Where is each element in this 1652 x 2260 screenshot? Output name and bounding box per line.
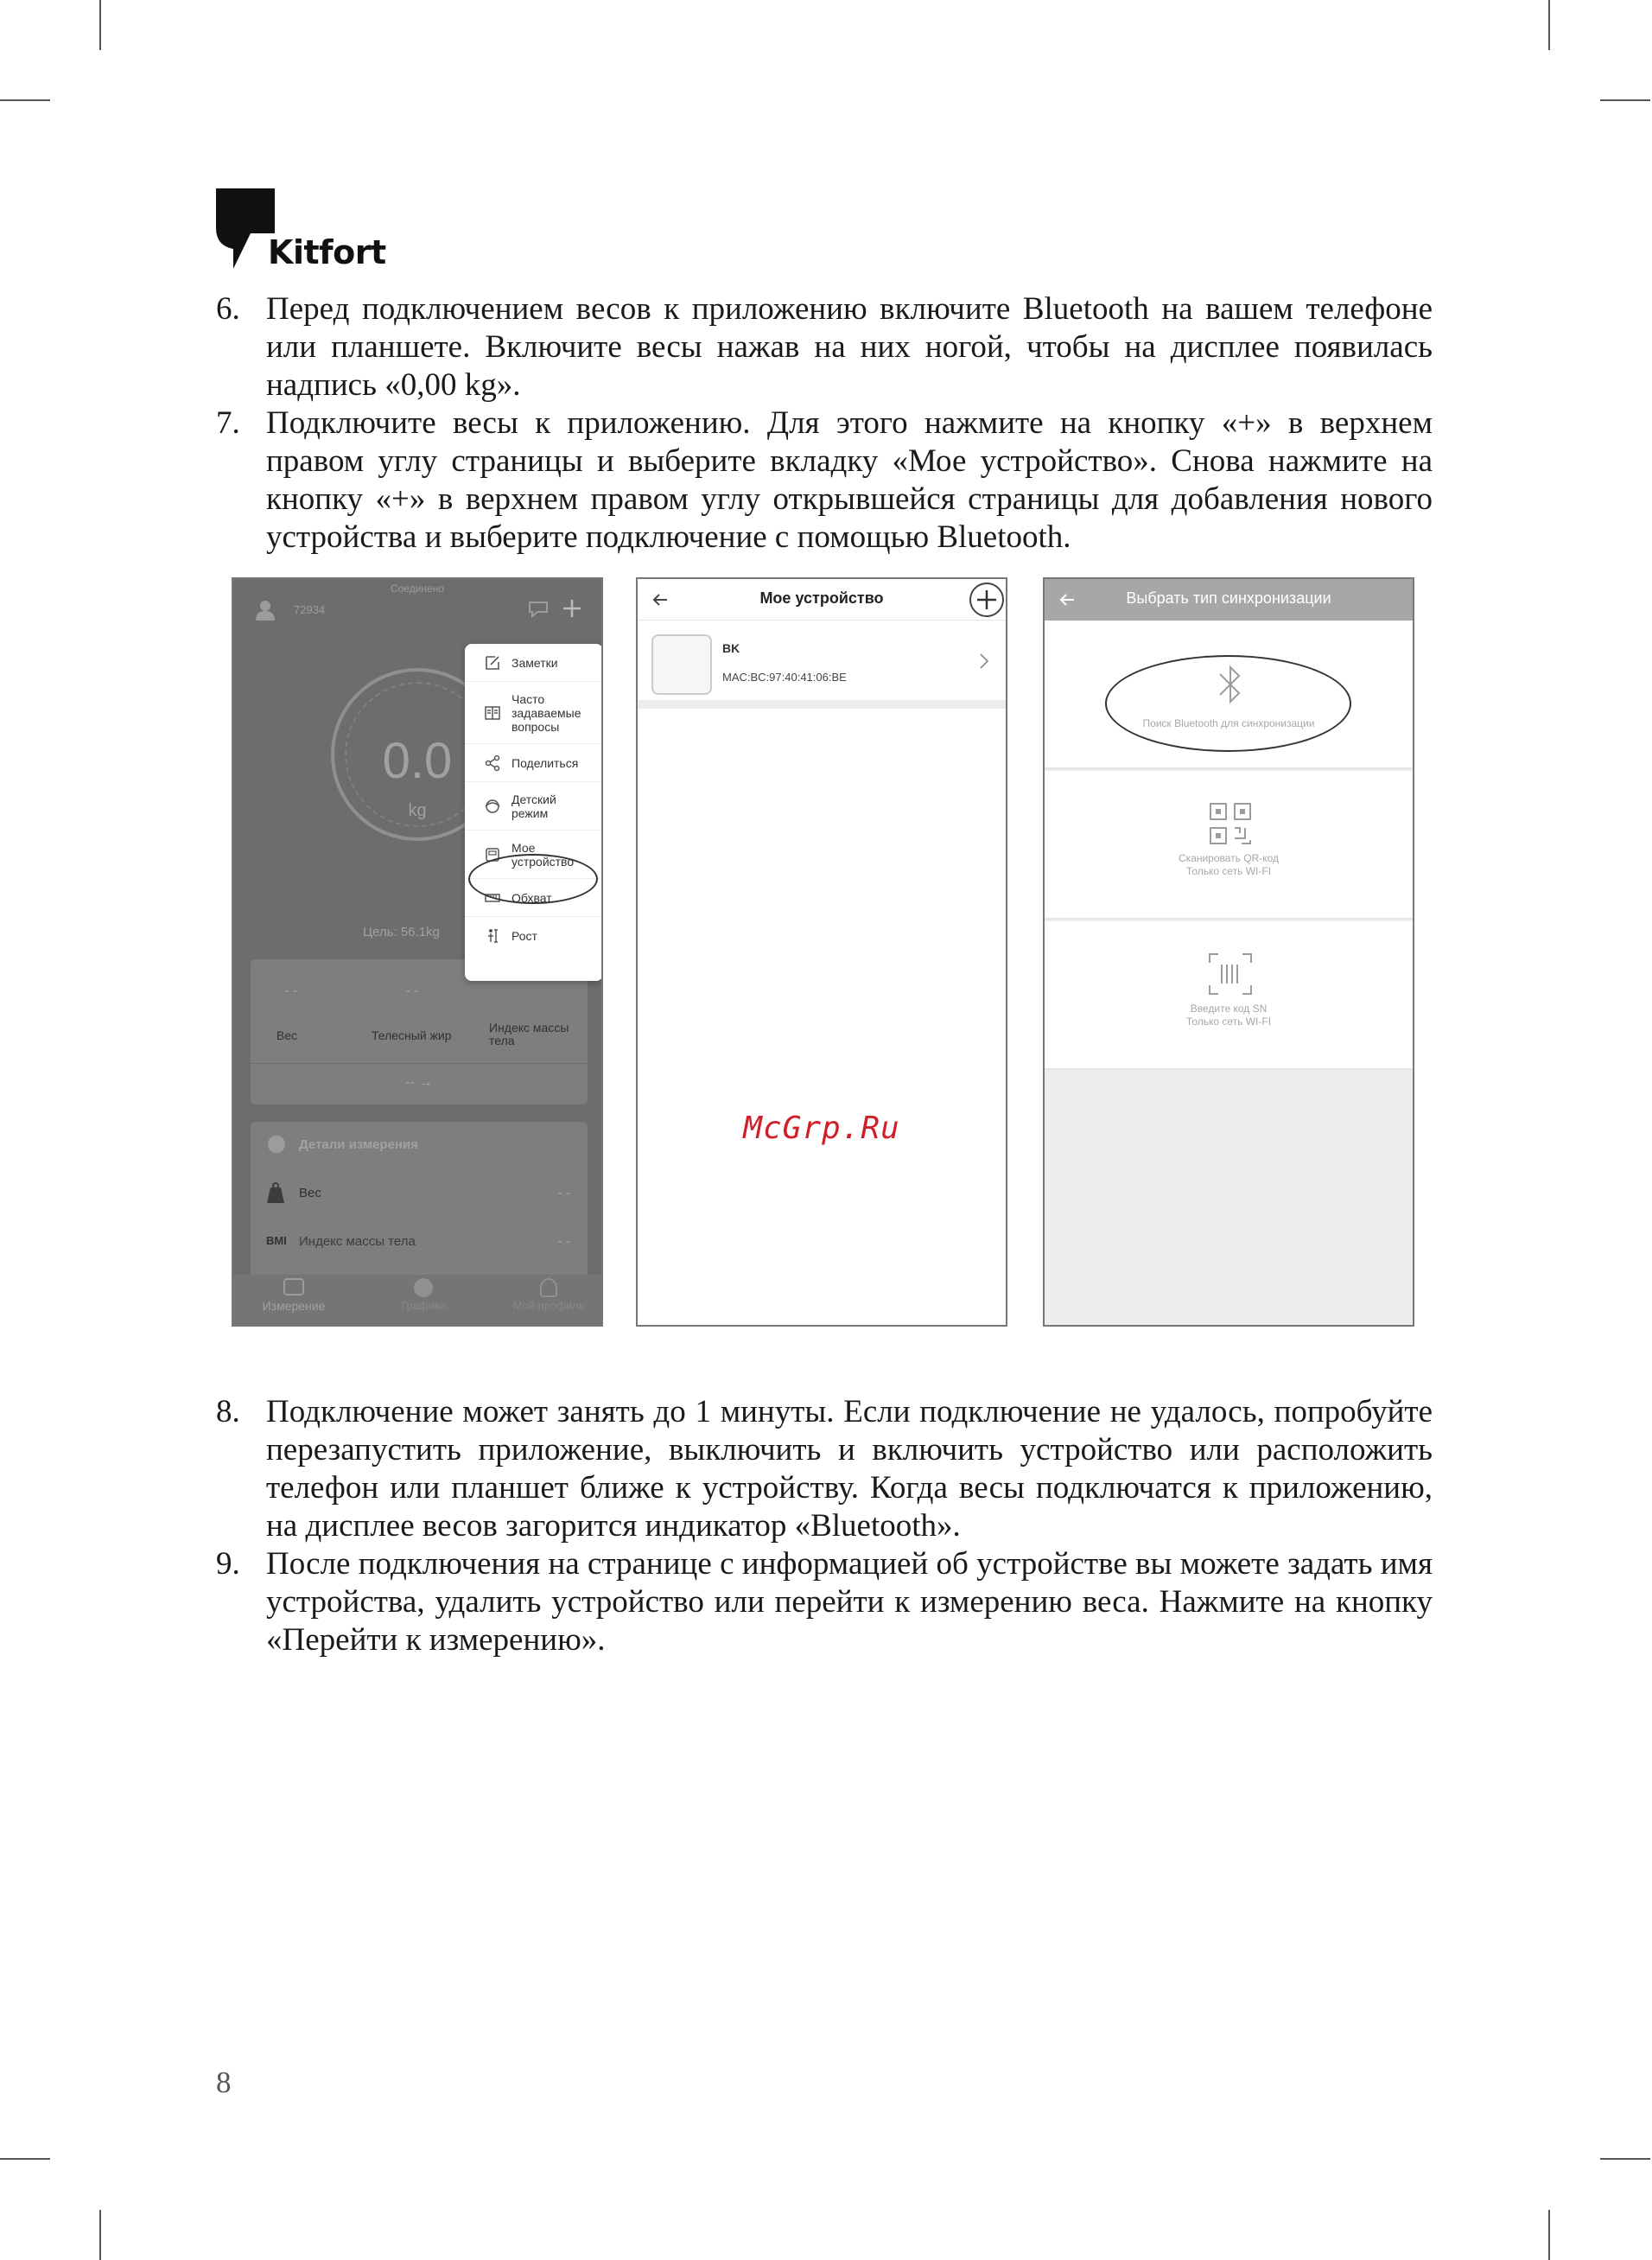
page-title: Выбрать тип синхронизации <box>1126 589 1331 607</box>
screenshot-sync-type <box>1043 577 1414 1327</box>
overflow-menu <box>465 644 603 981</box>
metrics-card <box>251 959 588 1105</box>
crop-mark <box>1600 2158 1650 2160</box>
height-icon <box>484 927 501 945</box>
brand-logo <box>216 188 389 271</box>
book-icon <box>484 704 501 722</box>
tab-bar <box>233 1275 601 1325</box>
menu-label: Обхват <box>511 890 552 905</box>
detail-label: Индекс массы тела <box>299 1234 416 1249</box>
tab-label: Измерение <box>262 1299 326 1313</box>
detail-label: Вес <box>299 1186 321 1200</box>
brand-name: Kitfort <box>268 233 386 271</box>
menu-item-share[interactable] <box>465 744 603 782</box>
option-sublabel: Только сеть WI-FI <box>1185 1015 1272 1028</box>
crop-mark <box>99 0 101 50</box>
option-label: Сканировать QR-код <box>1178 852 1280 864</box>
page-number: 8 <box>216 2066 232 2099</box>
watermark: McGrp.Ru <box>743 1111 900 1146</box>
scale-icon <box>283 1278 304 1296</box>
plus-icon[interactable] <box>562 598 582 619</box>
step-number: 8. <box>216 1394 240 1429</box>
tab-charts[interactable] <box>380 1278 467 1312</box>
steps-before <box>216 290 1433 557</box>
child-icon <box>484 798 501 815</box>
crop-mark <box>0 99 50 101</box>
step-text: После подключения на странице с информацией об устройстве вы можете задать имя устройства, удалить устройство или перейти к измерению веса. Нажмите на кнопку «Перейти к измерению». <box>266 1546 1433 1658</box>
weight-icon <box>266 1182 285 1203</box>
barcode-scan-icon <box>1208 952 1253 996</box>
metric-value: - - <box>406 984 419 998</box>
menu-item-faq[interactable] <box>465 682 603 744</box>
step-text: Перед подключением весов к приложению включите Bluetooth на вашем телефоне или планшете. Включите весы нажав на них ногой, чтобы на дисплее появилась надпись «0,00 kg». <box>266 291 1433 403</box>
menu-label: Мое устройство <box>511 840 575 869</box>
crop-mark <box>99 2210 101 2260</box>
screenshot-main-menu <box>232 577 603 1327</box>
step-item <box>216 1393 1433 1545</box>
menu-item-notes[interactable] <box>465 644 603 682</box>
crop-mark <box>1548 0 1550 50</box>
crop-mark <box>0 2158 50 2160</box>
step-number: 6. <box>216 291 240 327</box>
header <box>638 579 1006 621</box>
tab-profile[interactable] <box>492 1278 603 1312</box>
menu-label: Рост <box>511 929 537 943</box>
menu-label: Поделиться <box>511 755 579 770</box>
menu-item-height[interactable] <box>465 917 603 955</box>
steps-after <box>216 1393 1433 1659</box>
step-number: 7. <box>216 405 240 441</box>
tab-label: Мой профиль <box>512 1299 585 1312</box>
status-label: Соединено <box>390 583 445 595</box>
more-link[interactable]: -- → <box>405 1075 433 1090</box>
detail-value: - - <box>557 1234 570 1249</box>
step-item <box>216 404 1433 557</box>
highlight-oval <box>1105 655 1351 752</box>
details-card <box>251 1122 588 1277</box>
user-id: 72934 <box>294 603 326 616</box>
menu-item-kids-mode[interactable] <box>465 782 603 831</box>
step-text: Подключение может занять до 1 минуты. Если подключение не удалось, попробуйте перезапустить приложение, выключить и включить устройство или расположить телефон или планшет ближе к устройству. Когда весы подключатся к приложению, на дисплее весов загорится индикатор «Bluetooth». <box>266 1394 1433 1544</box>
option-qr-code[interactable] <box>1045 771 1413 920</box>
metric-label: Телесный жир <box>372 1028 452 1042</box>
qr-code-icon <box>1209 802 1252 845</box>
edit-icon <box>484 654 501 672</box>
tab-label: Графики <box>401 1299 446 1312</box>
share-icon <box>484 754 501 772</box>
details-title: Детали измерения <box>299 1137 418 1152</box>
device-name: BK <box>722 641 740 655</box>
scale-thumbnail <box>651 634 712 695</box>
weight-unit: kg <box>408 801 427 820</box>
metric-label: Индекс массы тела <box>489 1021 569 1047</box>
crop-mark <box>1548 2210 1550 2260</box>
details-icon <box>268 1136 285 1153</box>
screenshot-my-device <box>636 577 1007 1327</box>
option-label: Введите код SN <box>1190 1003 1268 1015</box>
bmi-icon: BMI <box>266 1234 287 1247</box>
highlight-oval <box>468 854 598 904</box>
chevron-right-icon <box>978 652 990 671</box>
option-sn-code[interactable] <box>1045 921 1413 1070</box>
device-mac: MAC:BC:97:40:41:06:BE <box>722 671 847 684</box>
menu-label: Часто задаваемые вопросы <box>511 691 581 734</box>
crop-mark <box>1600 99 1650 101</box>
menu-label: Детский режим <box>511 792 556 820</box>
detail-value: - - <box>557 1186 570 1200</box>
metric-value: - - <box>285 984 298 998</box>
divider <box>251 1063 588 1064</box>
header <box>1045 579 1413 621</box>
weight-value: 0.0 <box>382 733 453 789</box>
option-label: Поиск Bluetooth для синхронизации <box>1142 717 1315 729</box>
metric-label: Вес <box>276 1028 298 1042</box>
menu-label: Заметки <box>511 655 558 670</box>
goal-label: Цель: 56.1kg <box>363 925 440 939</box>
step-item <box>216 1545 1433 1659</box>
step-item <box>216 290 1433 404</box>
step-text: Подключите весы к приложению. Для этого нажмите на кнопку «+» в верхнем правом углу страницы и выберите вкладку «Мое устройство». Снова нажмите на кнопку «+» в верхнем правом углу открывшейся страницы для добавления нового устройства и выберите подключение с помощью Bluetooth. <box>266 405 1433 555</box>
add-device-button[interactable] <box>969 583 1004 617</box>
plus-icon <box>971 584 1002 615</box>
chart-icon <box>414 1278 433 1297</box>
option-sublabel: Только сеть WI-FI <box>1185 865 1272 877</box>
tab-measure[interactable] <box>251 1278 337 1313</box>
user-avatar-icon[interactable] <box>256 600 275 621</box>
chat-icon[interactable] <box>527 600 550 619</box>
device-row[interactable] <box>638 621 1006 709</box>
page-title: Мое устройство <box>759 589 884 607</box>
step-number: 9. <box>216 1546 240 1582</box>
profile-icon <box>540 1278 557 1297</box>
